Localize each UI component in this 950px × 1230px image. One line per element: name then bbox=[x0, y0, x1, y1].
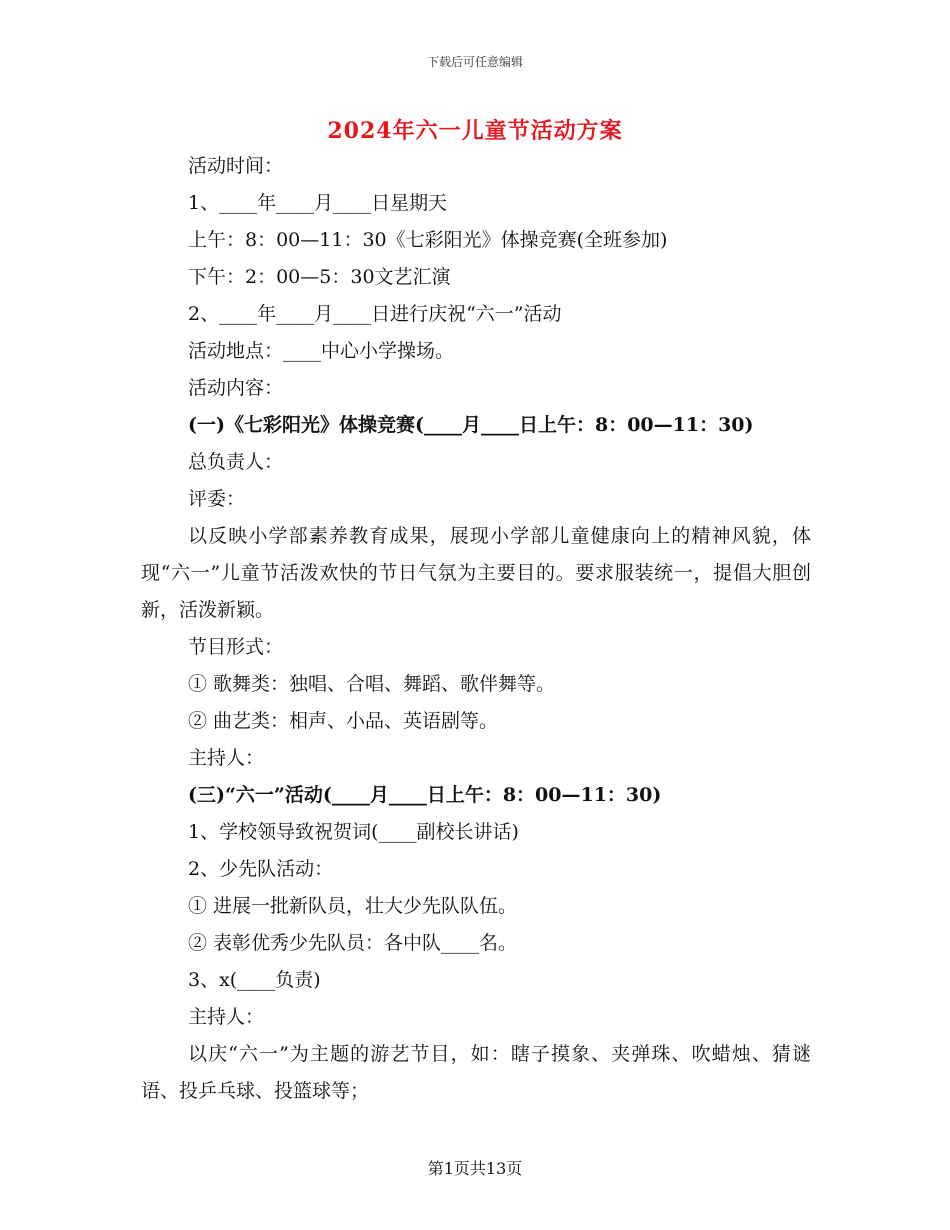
program-item-2: ② 曲艺类：相声、小品、英语剧等。 bbox=[188, 710, 499, 732]
date-line-1: 1、____年____月____日星期天 bbox=[188, 192, 448, 214]
activity-location: 活动地点：____中心小学操场。 bbox=[188, 340, 455, 362]
header-note: 下载后可任意编辑 bbox=[426, 55, 523, 69]
agenda-item-2: 2、少先队活动： bbox=[188, 858, 334, 880]
afternoon-schedule: 下午：2：00—5：30文艺汇演 bbox=[188, 266, 451, 288]
activity-content-label: 活动内容： bbox=[188, 377, 284, 399]
section-heading-3: (三)“六一”活动(____月____日上午：8：00—11：30) bbox=[188, 784, 662, 806]
sub-item-2: ② 表彰优秀少先队员：各中队____名。 bbox=[188, 932, 518, 954]
judges-label: 评委： bbox=[188, 488, 246, 510]
purpose-paragraph: 以反映小学部素养教育成果，展现小学部儿童健康向上的精神风貌，体现“六一”儿童节活泼欢快的节日气氛为主要目的。要求服装统一，提倡大胆创新，活泼新颖。 bbox=[141, 525, 811, 621]
morning-schedule: 上午：8：00—11：30《七彩阳光》体操竞赛(全班参加) bbox=[188, 229, 668, 251]
agenda-item-1: 1、学校领导致祝贺词(____副校长讲话) bbox=[188, 821, 519, 843]
sub-item-1: ① 进展一批新队员，壮大少先队队伍。 bbox=[188, 895, 518, 917]
games-paragraph: 以庆“六一”为主题的游艺节目，如：瞎子摸象、夹弹珠、吹蜡烛、猜谜语、投乒乓球、投篮球等； bbox=[141, 1043, 811, 1102]
section-heading-1: (一)《七彩阳光》体操竞赛(____月____日上午：8：00—11：30) bbox=[188, 414, 754, 436]
document-title: 2024年六一儿童节活动方案 bbox=[327, 118, 623, 144]
host-label-1: 主持人： bbox=[188, 747, 265, 769]
host-label-2: 主持人： bbox=[188, 1006, 265, 1028]
page-footer: 第1页共13页 bbox=[427, 1159, 523, 1178]
program-form-label: 节目形式： bbox=[188, 636, 284, 658]
date-line-2: 2、____年____月____日进行庆祝“六一”活动 bbox=[188, 303, 562, 325]
chief-person-label: 总负责人： bbox=[188, 451, 284, 473]
program-item-1: ① 歌舞类：独唱、合唱、舞蹈、歌伴舞等。 bbox=[188, 673, 556, 695]
agenda-item-3: 3、x(____负责) bbox=[188, 969, 321, 991]
activity-time-label: 活动时间： bbox=[188, 155, 284, 177]
document-body bbox=[141, 148, 811, 1110]
